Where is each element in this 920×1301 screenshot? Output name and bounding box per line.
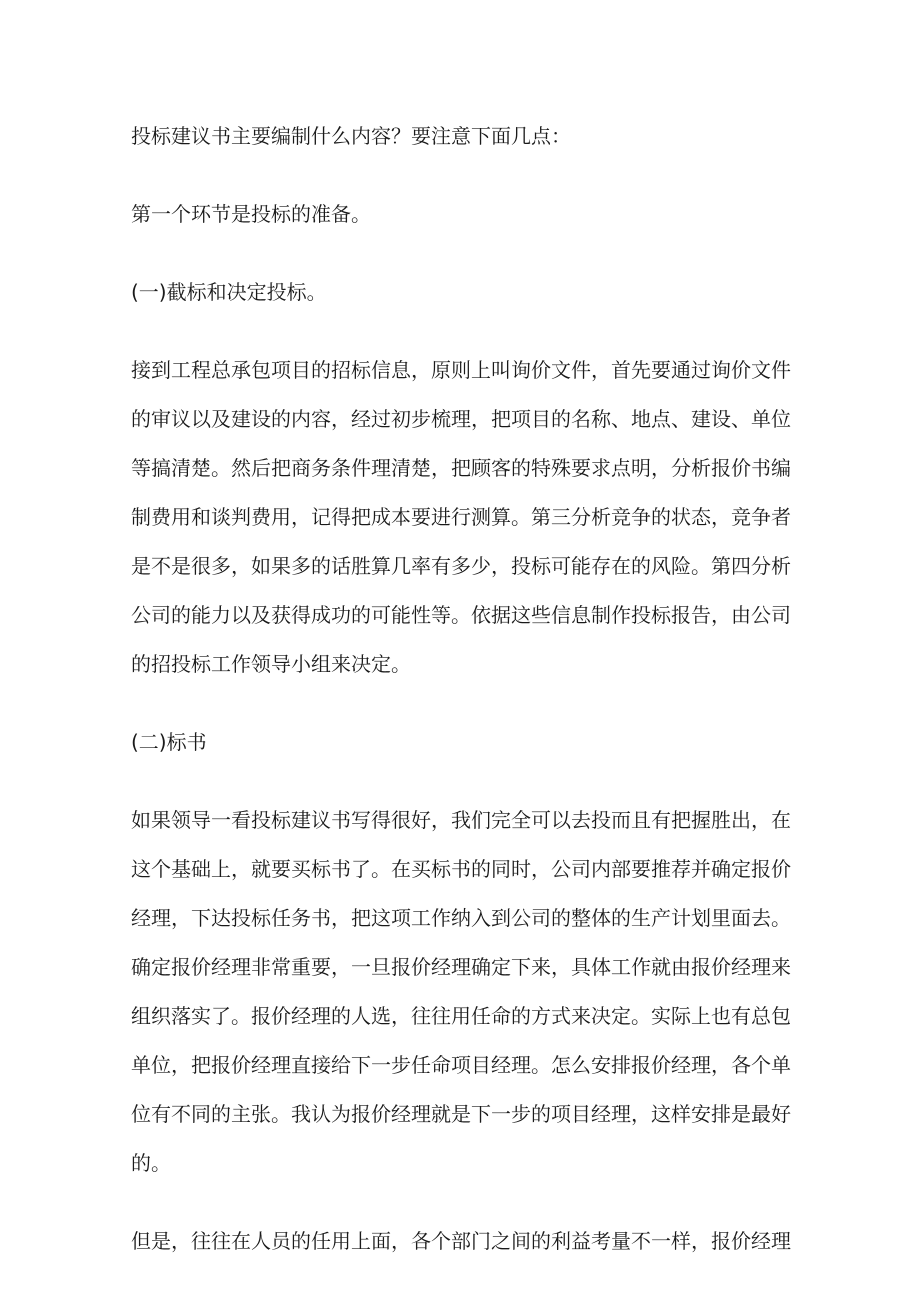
paragraph-line: 这个基础上，就要买标书了。在买标书的同时，公司内部要推荐并确定报价 bbox=[131, 857, 791, 881]
paragraph-line: 确定报价经理非常重要，一旦报价经理确定下来，具体工作就由报价经理来 bbox=[131, 955, 791, 979]
document-heading: 投标建议书主要编制什么内容？要注意下面几点： bbox=[131, 124, 571, 148]
paragraph-line: 经理，下达投标任务书，把这项工作纳入到公司的整体的生产计划里面去。 bbox=[131, 906, 791, 930]
paragraph-line: 但是，往往在人员的任用上面，各个部门之间的利益考量不一样，报价经理 bbox=[131, 1229, 791, 1253]
section-2-title: (二)标书 bbox=[131, 730, 207, 754]
paragraph-line: 的审议以及建设的内容，经过初步梳理，把项目的名称、地点、建设、单位 bbox=[131, 407, 791, 431]
section-1-title: (一)截标和决定投标。 bbox=[131, 280, 327, 304]
document-body bbox=[131, 112, 811, 1295]
paragraph-line: 位有不同的主张。我认为报价经理就是下一步的项目经理，这样安排是最好 bbox=[131, 1102, 791, 1126]
paragraph-line: 的招投标工作领导小组来决定。 bbox=[131, 652, 411, 676]
paragraph-line: 组织落实了。报价经理的人选，往往用任命的方式来决定。实际上也有总包 bbox=[131, 1004, 791, 1028]
paragraph-line: 的。 bbox=[131, 1151, 171, 1175]
paragraph-2 bbox=[131, 796, 811, 1188]
paragraph-line: 是不是很多，如果多的话胜算几率有多少，投标可能存在的风险。第四分析 bbox=[131, 554, 791, 578]
paragraph-line: 等搞清楚。然后把商务条件理清楚，把顾客的特殊要求点明，分析报价书编 bbox=[131, 456, 791, 480]
paragraph-line: 单位，把报价经理直接给下一步任命项目经理。怎么安排报价经理，各个单 bbox=[131, 1053, 791, 1077]
paragraph-line: 公司的能力以及获得成功的可能性等。依据这些信息制作投标报告，由公司 bbox=[131, 603, 791, 627]
stage-one-text: 第一个环节是投标的准备。 bbox=[131, 202, 371, 226]
paragraph-line: 如果领导一看投标建议书写得很好，我们完全可以去投而且有把握胜出，在 bbox=[131, 808, 791, 832]
paragraph-line: 制费用和谈判费用，记得把成本要进行测算。第三分析竞争的状态，竞争者 bbox=[131, 505, 791, 529]
paragraph-3 bbox=[131, 1217, 811, 1266]
paragraph-1 bbox=[131, 346, 811, 689]
paragraph-line: 接到工程总承包项目的招标信息，原则上叫询价文件，首先要通过询价文件 bbox=[131, 358, 791, 382]
